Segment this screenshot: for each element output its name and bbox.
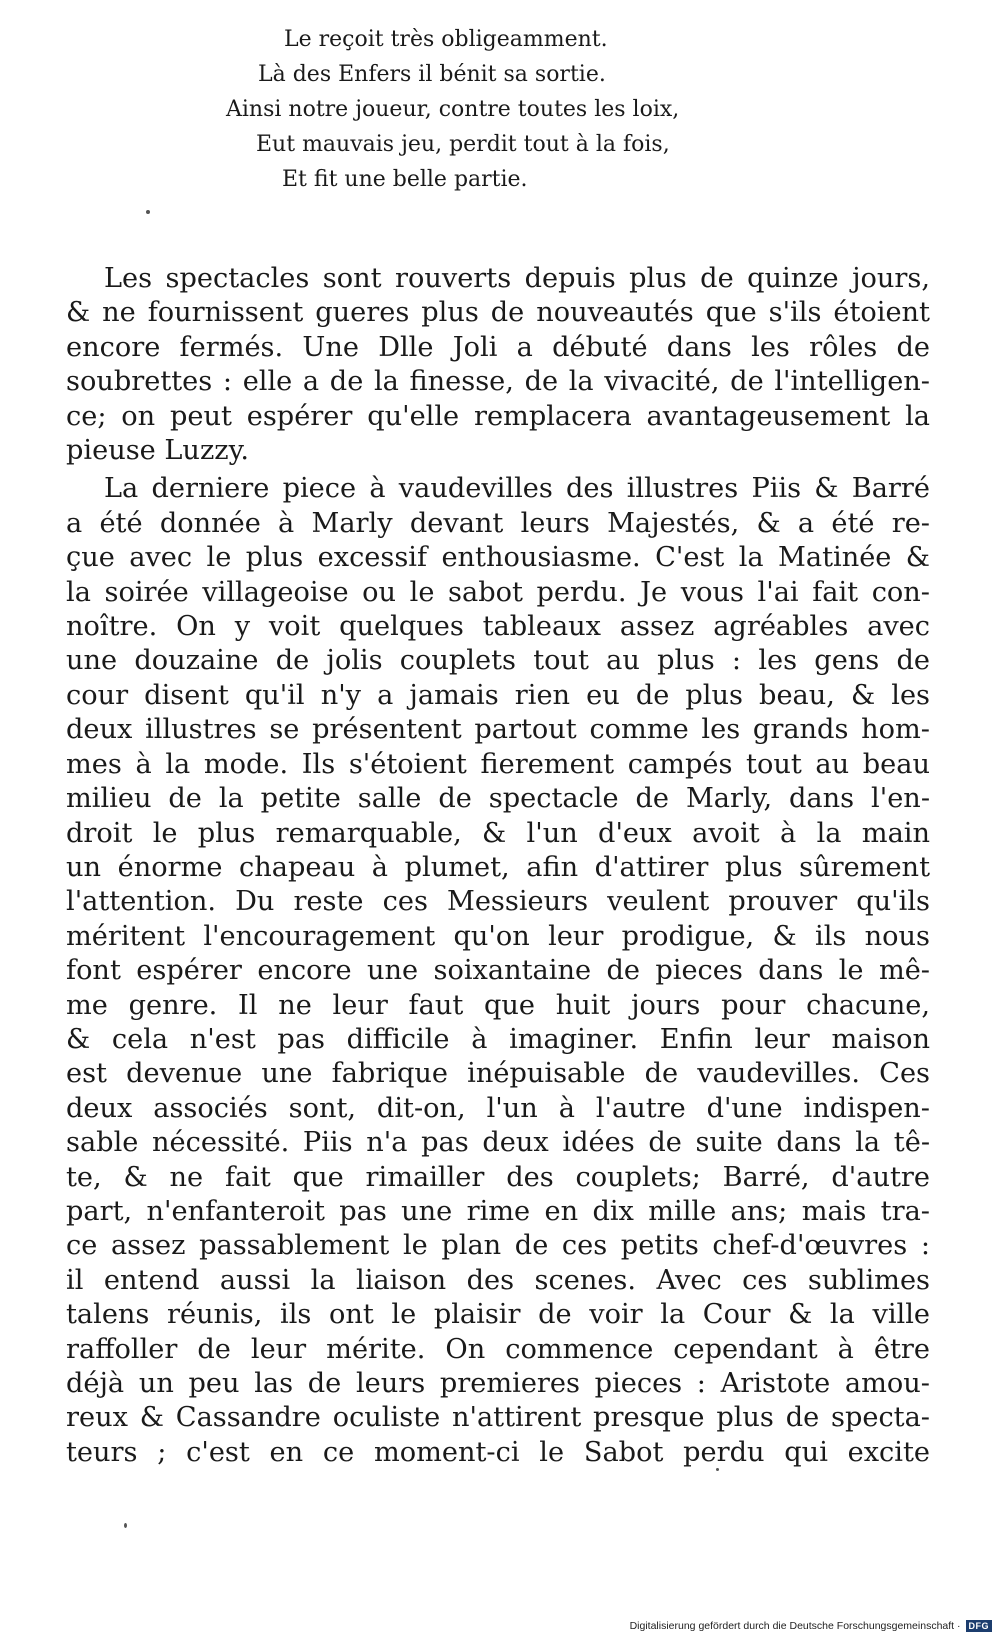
- text-line: ce; on peut espérer qu'elle remplacera avantageusement la: [66, 400, 930, 432]
- text-line: mes à la mode. Ils s'étoient fierement campés tout au beau: [66, 748, 930, 780]
- text-line: cour disent qu'il n'y a jamais rien eu de plus beau, & les: [66, 679, 930, 711]
- scan-speck: [146, 210, 150, 214]
- text-line: une douzaine de jolis couplets tout au plus : les gens de: [66, 645, 930, 677]
- text-line: te, & ne fait que rimailler des couplets; Barré, d'autre: [66, 1161, 930, 1193]
- text-line: & cela n'est pas difficile à imaginer. Enfin leur maison: [66, 1023, 930, 1055]
- text-line: sable nécessité. Piis n'a pas deux idées de suite dans la tê-: [66, 1127, 930, 1159]
- text-line: un énorme chapeau à plumet, afin d'attirer plus sûrement: [66, 851, 930, 883]
- text-line: encore fermés. Une Dlle Joli a débuté dans les rôles de: [66, 331, 930, 363]
- verse-line: Le reçoit très obligeamment.: [284, 27, 608, 52]
- text-line: noître. On y voit quelques tableaux assez agréables avec: [66, 611, 930, 643]
- paragraph-spectacles: [66, 262, 930, 468]
- text-line: part, n'enfanteroit pas une rime en dix mille ans; mais tra-: [66, 1195, 930, 1227]
- verse-block: [200, 22, 800, 197]
- text-line: a été donnée à Marly devant leurs Majestés, & a été re-: [66, 507, 930, 539]
- text-line: çue avec le plus excessif enthousiasme. C'est la Matinée &: [66, 542, 930, 574]
- verse-line: Là des Enfers il bénit sa sortie.: [258, 62, 606, 87]
- text-line: il entend aussi la liaison des scenes. Avec ces sublimes: [66, 1264, 930, 1296]
- verse-line: Et fit une belle partie.: [282, 167, 528, 192]
- text-line: deux associés sont, dit-on, l'un à l'autre d'une indispen-: [66, 1092, 930, 1124]
- scan-speck: [124, 1523, 127, 1528]
- text-line: me genre. Il ne leur faut que huit jours pour chacune,: [66, 989, 930, 1021]
- text-line: déjà un peu las de leurs premieres pieces : Aristote amou-: [66, 1368, 930, 1399]
- verse-line: Ainsi notre joueur, contre toutes les loix,: [226, 97, 680, 122]
- text-line: font espérer encore une soixantaine de pieces dans le mê-: [66, 955, 930, 987]
- text-line: La derniere piece à vaudevilles des illustres Piis & Barré: [104, 473, 930, 505]
- dfg-logo: DFG: [966, 1620, 993, 1632]
- text-line: droit le plus remarquable, & l'un d'eux avoit à la main: [66, 817, 930, 849]
- text-line: méritent l'encouragement qu'on leur prodigue, & ils nous: [66, 920, 930, 952]
- prose-body: [66, 262, 930, 1470]
- text-line: & ne fournissent gueres plus de nouveautés que s'ils étoient: [66, 297, 930, 329]
- text-line: Les spectacles sont rouverts depuis plus de quinze jours,: [104, 263, 930, 294]
- verse-line: Eut mauvais jeu, perdit tout à la fois,: [256, 132, 670, 157]
- paragraph-vaudevilles: [66, 472, 930, 1470]
- text-line: est devenue une fabrique inépuisable de vaudevilles. Ces: [66, 1058, 930, 1090]
- scan-speck: [716, 1468, 719, 1471]
- text-line: talens réunis, ils ont le plaisir de voir la Cour & la ville: [66, 1299, 930, 1331]
- text-line: pieuse Luzzy.: [66, 435, 249, 467]
- text-line: deux illustres se présentent partout comme les grands hom-: [66, 714, 930, 746]
- digitization-footer: [630, 1620, 992, 1632]
- footer-credit: Digitalisierung gefördert durch die Deutsche Forschungsgemeinschaft ·: [629, 1620, 961, 1632]
- text-line: la soirée villageoise ou le sabot perdu. Je vous l'ai fait con-: [66, 576, 930, 608]
- text-line: raffoller de leur mérite. On commence cependant à être: [66, 1333, 930, 1365]
- text-line: soubrettes : elle a de la finesse, de la vivacité, de l'intelligen-: [66, 366, 930, 398]
- text-line: ce assez passablement le plan de ces petits chef-d'œuvres :: [66, 1230, 930, 1262]
- text-line: milieu de la petite salle de spectacle de Marly, dans l'en-: [66, 783, 930, 815]
- text-line: teurs ; c'est en ce moment-ci le Sabot perdu qui excite: [66, 1436, 930, 1468]
- text-line: reux & Cassandre oculiste n'attirent presque plus de specta-: [66, 1402, 930, 1434]
- text-line: l'attention. Du reste ces Messieurs veulent prouver qu'ils: [66, 886, 930, 918]
